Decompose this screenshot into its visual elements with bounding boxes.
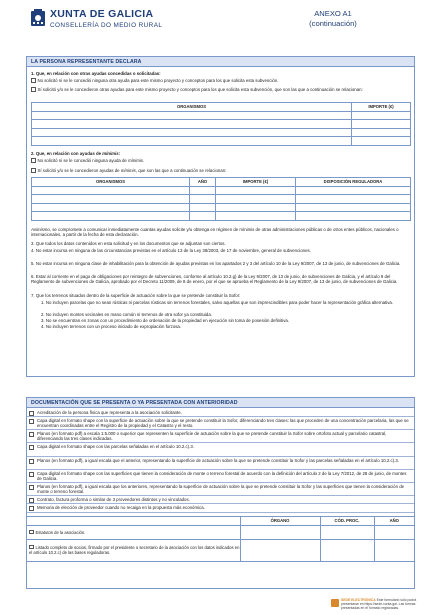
table-row[interactable] (32, 137, 411, 146)
checkbox[interactable] (29, 411, 34, 416)
table-cell[interactable] (32, 195, 190, 204)
table-cell[interactable] (240, 525, 320, 539)
checkbox[interactable] (31, 168, 36, 173)
doc-item[interactable] (27, 483, 414, 496)
declaration-3: 3. Que todos los datos contenidos en esta solicitud y en los documentos que se adjuntan son ciertos. (31, 241, 226, 246)
commitment-em: Asimismo (31, 227, 50, 232)
table-cell[interactable] (296, 186, 411, 195)
table-cell[interactable] (352, 128, 411, 137)
table-cell[interactable] (190, 186, 216, 195)
checkbox[interactable] (29, 419, 34, 424)
table-cell[interactable] (352, 120, 411, 129)
declaration-7-item-4: 4. No incluyen terrenos con un proceso iniciado de expropiación forzosa. (41, 324, 182, 329)
table-cell[interactable] (32, 137, 352, 146)
declaration-6: 6. Estar al corriente en el pago de obligaciones por reintegro de subvenciones, conforme al artículo 10.2.g) de la Ley 9/2007, de 13 de junio, de subvenciones de Galicia, y el artículo 9 del Reglamento de subvenciones de Galicia, aprobado por el Decreto 11/2009, de 8 de enero, por el que se aprueba el Reglamento de la Ley 9/2007, de 13 de junio, de subvenciones de Galicia. (31, 274, 398, 285)
previous-docs-table (27, 516, 414, 562)
q2-prefix: 2. Que, en relación con ayudas de (31, 151, 103, 156)
declaration-7-item-1: 1. No incluyen parcelas que no sean rústicas ni parcelas rústicas sin terrenos forestales, salvo aquellas que son imprescindibles para poder hacer la representación gráfica alternativa. (41, 300, 394, 305)
doc-item-label: Listado completo de socios, firmado por el presidente o secretario de la asociación con los datos indicados en el artículo 10.2.c) de las bases reguladoras. (29, 544, 240, 556)
table-row[interactable] (27, 525, 414, 539)
annex-title: ANEXO A1 (314, 9, 352, 18)
q2-suffix: : (118, 151, 121, 156)
checkbox[interactable] (29, 545, 34, 550)
doc-item[interactable] (27, 470, 414, 483)
table-cell[interactable] (216, 203, 296, 212)
doc-item[interactable] (27, 504, 414, 513)
checkbox[interactable] (29, 498, 34, 503)
table-cell[interactable] (216, 186, 296, 195)
table-cell[interactable] (32, 203, 190, 212)
doc-item[interactable] (27, 430, 414, 443)
electronic-office-icon (331, 599, 339, 607)
q2-em: mínimis (102, 151, 119, 156)
commitment-paragraph (31, 227, 411, 238)
table-cell[interactable] (32, 212, 190, 221)
table-cell[interactable] (216, 212, 296, 221)
table-row[interactable] (32, 186, 411, 195)
table-cell[interactable] (320, 539, 374, 561)
other-aids-table (31, 102, 411, 146)
table-header-proc-code: CÓD. PROC. (320, 517, 374, 526)
documentation-section (26, 397, 415, 589)
doc-item[interactable] (27, 417, 414, 430)
table-cell[interactable] (352, 137, 411, 146)
declaration-4: 4. No estar incursa en ninguna de las circunstancias previstas en el artículo 13 de la Ley 38/2003, de 17 de noviembre, general de subvenciones. (31, 248, 311, 253)
declaration-5: 5. No estar incursa en ninguna clase de inhabilitación para la obtención de ayudas previstas en los apartados 2 y 3 del artículo 10 de la Ley 9/2007, de 13 de junio, de subvenciones de Galicia. (31, 261, 401, 266)
q2-option-yes[interactable] (31, 168, 411, 173)
table-cell[interactable] (320, 525, 374, 539)
checkbox[interactable] (29, 472, 34, 477)
table-row[interactable] (32, 212, 411, 221)
table-row[interactable] (32, 203, 411, 212)
table-header-amount: IMPORTE (€) (216, 178, 296, 187)
table-header-year: AÑO (190, 178, 216, 187)
annex-subtitle: (continuación) (309, 19, 357, 28)
checkbox[interactable] (31, 87, 36, 92)
doc-item[interactable] (27, 457, 414, 470)
doc-item-label: Capa digital en formato shape con las superficies que tienen la consideración de monte o terreno forestal de acuerdo con la definición del artículo 2 de la Ley 7/2012, de 28 de junio, de montes de Galicia. (37, 471, 407, 482)
doc-item-label: Planos (en formato pdf) a escala 1:5.000 o superior que representen la superficie de actuación sobre la que se pretende constituir la Sofor sobre ortofoto actual y parcelario catastral, diferenciando las tres clases indicadas. (37, 431, 387, 442)
doc-item-label: Contrato, factura proforma o similar de 3 proveedores distintos y no vinculados. (37, 497, 190, 503)
q2-option-no[interactable] (31, 158, 411, 163)
department-name: CONSELLERÍA DO MEDIO RURAL (50, 22, 163, 29)
q2-option-yes-suffix: , que son las que a continuación se relacionan: (135, 168, 227, 173)
doc-item[interactable] (27, 496, 414, 504)
table-header-regulation: DISPOSICIÓN REGULADORA (296, 178, 411, 187)
table-row[interactable] (32, 128, 411, 137)
checkbox[interactable] (29, 459, 34, 464)
q1-option-yes-label: Sí solicitó y/o se le concedieron otras ayudas para este mismo proyecto y conceptos para los que solicita esta subvención, que son las que a continuación se relacionan: (37, 87, 363, 92)
q2-option-no-suffix: . (143, 158, 145, 163)
declaration-7: 7. Que los terrenos situados dentro de la superficie de actuación sobre la que se pretende constituir la Sofor: (31, 293, 241, 298)
declaration-section (26, 56, 415, 377)
table-row[interactable] (32, 120, 411, 129)
q2-option-no-prefix: No solicitó ni se le concedió ninguna ayuda de (37, 158, 129, 163)
table-cell[interactable] (296, 195, 411, 204)
table-cell[interactable] (190, 203, 216, 212)
table-cell[interactable] (296, 212, 411, 221)
doc-item[interactable] (27, 539, 240, 561)
footer-text: Este formulario sólo podrá presentarse en https://sede.xunta.gal. Las formas presentadas en el formato registradas. (341, 598, 417, 611)
question-1: 1. Que, en relación con otras ayudas concedidas o solicitadas: (31, 71, 161, 76)
q2-option-yes-prefix: Sí solicitó y/o se le concedieron ayudas de (37, 168, 121, 173)
q1-option-yes[interactable] (31, 87, 411, 92)
checkbox[interactable] (29, 530, 34, 535)
declaration-section-title: LA PERSONA REPRESENTANTE DECLARA (27, 57, 414, 67)
brand-name: XUNTA DE GALICIA (50, 8, 154, 20)
table-header-organisms: ORGANISMOS (32, 178, 190, 187)
doc-item-label: Planos (en formato pdf), a igual escala que los anteriores, representando la superficie de actuación sobre la que se pretende constituir la Sofor y las superficies que tienen la consideración de monte o terreno forestal. (37, 484, 405, 495)
declaration-7-item-3: 3. No se encuentran en zonas con un procedimiento de ordenación de la propiedad en ejecución sin toma de posesión definitiva. (41, 318, 290, 323)
table-row[interactable] (32, 111, 411, 120)
declaration-7-item-2: 2. No incluyen montes vecinales en mano común ni terrenos de otra sofor ya constituida. (41, 312, 212, 317)
q2-option-no-em: mínimis (128, 158, 144, 163)
minimis-aids-table (31, 177, 411, 221)
doc-item-label: Capa digital en formato shape con la superficie de actuación sobre la que se pretende constituir la Sofor, diferenciando tres clases: las que proceden de una concentración parcelaria, las que se encuentran coordinadas entre el Registro de la propiedad y el Catastro y el resto. (37, 418, 409, 429)
galicia-coat-of-arms-icon (30, 9, 46, 27)
table-cell[interactable] (190, 212, 216, 221)
checkbox[interactable] (29, 445, 34, 450)
checkbox[interactable] (31, 158, 36, 163)
footer-brand: SEDE ELECTRÓNICA (341, 598, 376, 602)
table-header-amount: IMPORTE (€) (352, 103, 411, 112)
doc-item[interactable] (27, 409, 414, 417)
doc-item-label: Capa digital en formato shape con las parcelas señaladas en el artículo 10.2.c).3. (37, 444, 194, 450)
checkbox[interactable] (29, 506, 34, 511)
footer-note (341, 598, 435, 611)
table-cell[interactable] (190, 195, 216, 204)
q1-option-no[interactable] (31, 78, 411, 83)
table-row[interactable] (32, 195, 411, 204)
page-header (0, 0, 439, 56)
table-cell[interactable] (352, 111, 411, 120)
table-cell[interactable] (32, 186, 190, 195)
table-header-blank (27, 517, 240, 526)
checkbox[interactable] (31, 78, 36, 83)
doc-item-label: Acreditación de la persona física que representa a la asociación solicitante. (37, 410, 182, 416)
commitment-text: , se compromete a comunicar inmediatamente cuantas ayudas solicite y/u obtenga en régimen de mínimis de otras administraciones públicas o de otros entes públicos, nacionales o internacionales, a partir de la fecha de esta declaración. (31, 227, 399, 238)
checkbox[interactable] (29, 485, 34, 490)
checkbox[interactable] (29, 432, 34, 437)
table-cell[interactable] (32, 111, 352, 120)
table-cell[interactable] (216, 195, 296, 204)
q2-option-yes-em: mínimis (120, 168, 136, 173)
table-cell[interactable] (32, 128, 352, 137)
doc-item-label: Estatutos de la asociación. (35, 529, 86, 535)
doc-item-label: Planos (en formato pdf), a igual escala que el anterior, representando la superficie de actuación sobre la que se pretende constituir la Sofor y las parcelas señaladas en el artículo 10.2.c).3. (37, 458, 399, 464)
table-header-year: AÑO (374, 517, 414, 526)
table-cell[interactable] (32, 120, 352, 129)
question-2 (31, 151, 411, 156)
table-cell[interactable] (296, 203, 411, 212)
doc-item-label: Memoria de elección de proveedor cuando no recaiga en la propuesta más económica. (37, 505, 205, 511)
doc-item[interactable] (27, 525, 240, 539)
table-header-organisms: ORGANISMOS (32, 103, 352, 112)
table-cell[interactable] (240, 539, 320, 561)
documentation-section-title: DOCUMENTACIÓN QUE SE PRESENTA O YA PRESENTADA CON ANTERIORIDAD (27, 398, 414, 408)
q1-option-no-label: No solicitó ni se le concedió ninguna otra ayuda para este mismo proyecto y conceptos para los que solicita esta subvención. (37, 78, 279, 83)
doc-item[interactable] (27, 443, 414, 457)
table-cell[interactable] (374, 539, 414, 561)
table-header-organ: ÓRGANO (240, 517, 320, 526)
table-row[interactable] (27, 539, 414, 561)
table-cell[interactable] (374, 525, 414, 539)
